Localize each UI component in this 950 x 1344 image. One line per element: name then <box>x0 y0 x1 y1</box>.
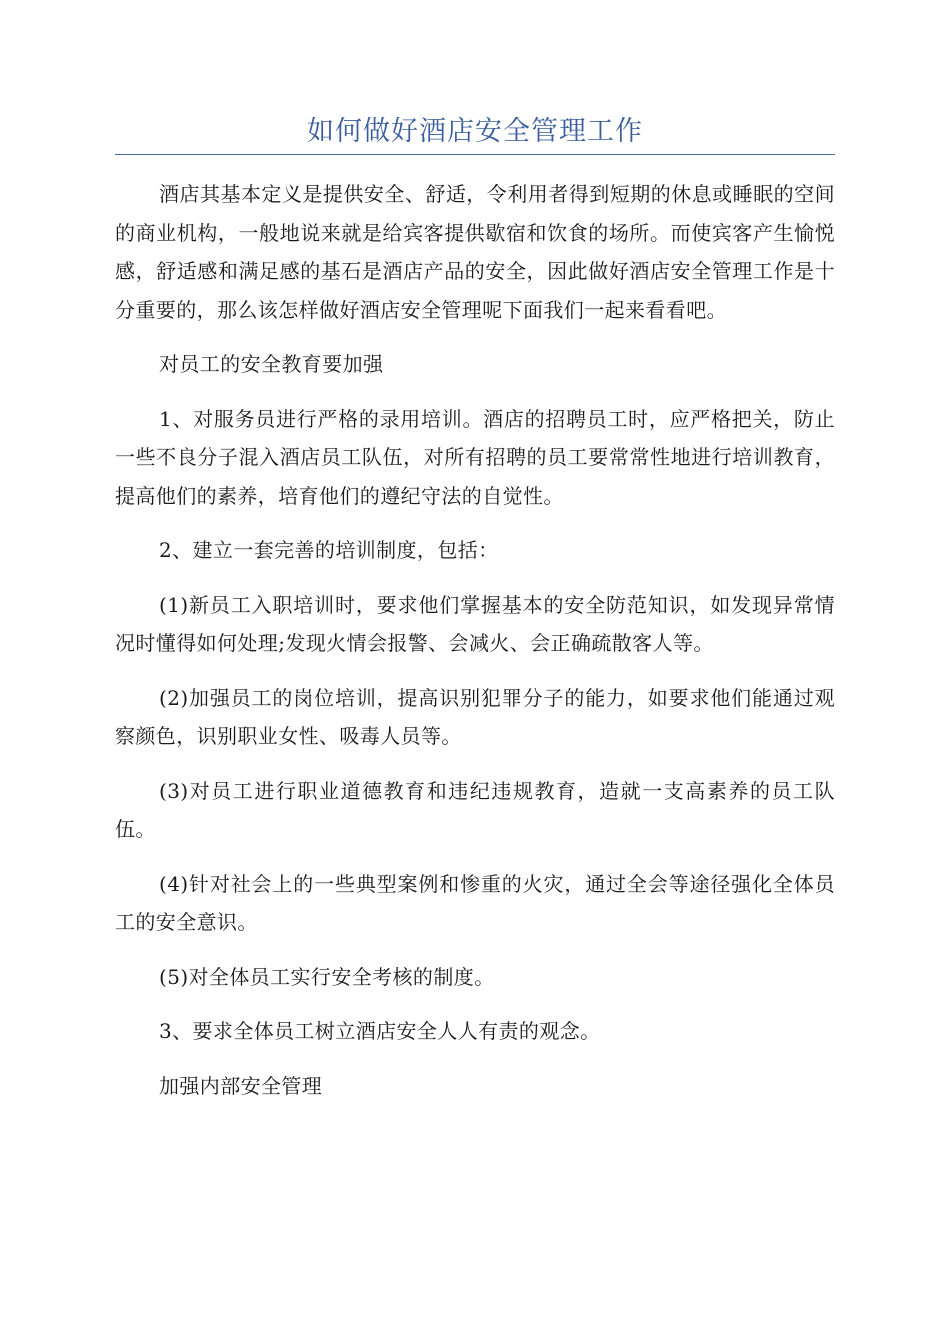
title-underline <box>115 154 835 155</box>
heading-staff-education: 对员工的安全教育要加强 <box>159 352 384 376</box>
paragraph-intro: 酒店其基本定义是提供安全、舒适，令利用者得到短期的休息或睡眠的空间的商业机构，一般地说来就是给宾客提供歇宿和饮食的场所。而使宾客产生愉悦感，舒适感和满足感的基石是酒店产品的安全，因此做好酒店安全管理工作是十分重要的，那么该怎样做好酒店安全管理呢下面我们一起来看看吧。 <box>115 182 835 322</box>
paragraph-item-1: 1、对服务员进行严格的录用培训。酒店的招聘员工时，应严格把关，防止一些不良分子混入酒店员工队伍，对所有招聘的员工要常常性地进行培训教育，提高他们的素养，培育他们的遵纪守法的自觉性。 <box>115 406 835 508</box>
paragraph-subitem-4: (4)针对社会上的一些典型案例和惨重的火灾，通过全会等途径强化全体员工的安全意识。 <box>115 871 835 934</box>
paragraph-item-2: 2、建立一套完善的培训制度，包括： <box>159 538 499 562</box>
paragraph-item-3: 3、要求全体员工树立酒店安全人人有责的观念。 <box>159 1019 601 1043</box>
document-body <box>115 175 835 1121</box>
paragraph-subitem-2: (2)加强员工的岗位培训，提高识别犯罪分子的能力，如要求他们能通过观察颜色，识别职业女性、吸毒人员等。 <box>115 685 835 748</box>
heading-internal-management: 加强内部安全管理 <box>159 1073 323 1098</box>
paragraph-subitem-5: (5)对全体员工实行安全考核的制度。 <box>159 964 495 989</box>
paragraph-subitem-3: (3)对员工进行职业道德教育和违纪违规教育，造就一支高素养的员工队伍。 <box>115 778 835 841</box>
paragraph-subitem-1: (1)新员工入职培训时，要求他们掌握基本的安全防范知识，如发现异常情况时懂得如何处理;发现火情会报警、会减火、会正确疏散客人等。 <box>115 592 835 655</box>
document-title: 如何做好酒店安全管理工作 <box>307 116 643 147</box>
